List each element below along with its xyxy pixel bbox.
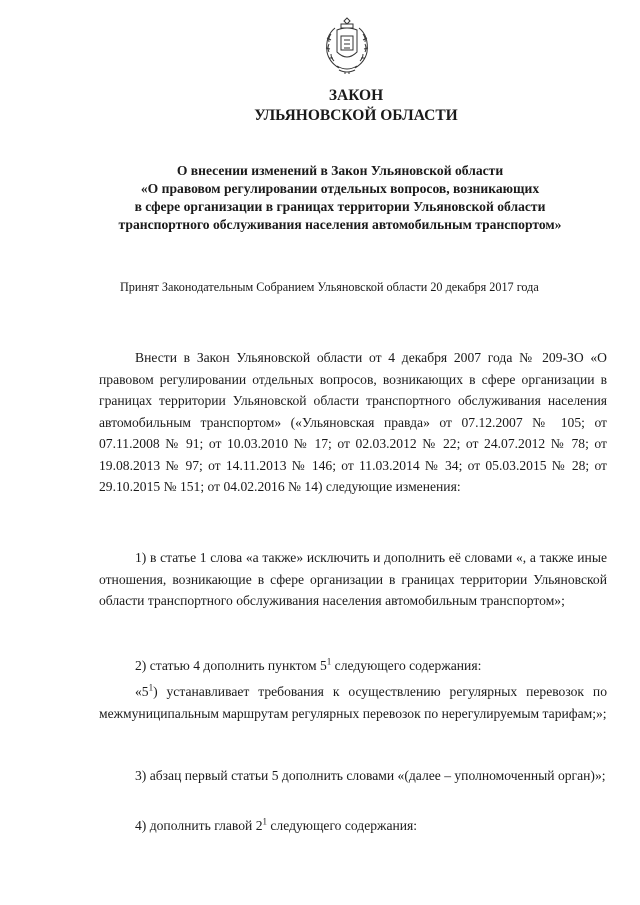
- subject-line-2: «О правовом регулировании отдельных вопросов, возникающих: [140, 181, 540, 196]
- amendment-item-2-quote: [99, 681, 607, 724]
- item-2-quote-superscript: 1: [148, 682, 154, 693]
- coat-of-arms-icon: [319, 14, 375, 76]
- law-region: УЛЬЯНОВСКОЙ ОБЛАСТИ: [254, 107, 458, 124]
- amendment-item-4: [99, 815, 607, 837]
- amendment-item-3: [99, 765, 607, 787]
- law-title: ЗАКОН: [328, 87, 384, 104]
- item-2-superscript: 1: [326, 656, 332, 667]
- item-2-quote-text: ) устанавливает требования к осуществлению регулярных перевозок по межмуниципальным маршрутам регулярных перевозок по нерегулируемым тарифам;»;: [99, 684, 607, 721]
- amendment-item-2: [99, 655, 607, 677]
- item-2-quote-open: «5: [135, 684, 149, 699]
- adoption-note: Принят Законодательным Собранием Ульяновской области 20 декабря 2017 года: [120, 280, 539, 294]
- amendment-item-1: [99, 547, 607, 612]
- coat-of-arms-emblem: [319, 14, 375, 76]
- subject-line-3: в сфере организации в границах территории Ульяновской области: [134, 199, 546, 214]
- item-2-text-end: следующего содержания:: [331, 658, 482, 673]
- subject-line-1: О внесении изменений в Закон Ульяновской области: [176, 163, 504, 178]
- subject-line-4: транспортного обслуживания населения автомобильным транспортом»: [118, 217, 562, 232]
- item-1-text: 1) в статье 1 слова «а также» исключить и дополнить её словами «, а также иные отношения, возникающие в сфере организации в границах территории Ульяновской области транспортного обслуживания населения автомобильным транспортом»;: [99, 550, 607, 608]
- item-4-superscript: 1: [262, 816, 267, 827]
- item-4-text-end: следующего содержания:: [267, 818, 418, 833]
- intro-text: Внести в Закон Ульяновской области от 4 декабря 2007 года № 209-ЗО «О правовом регулировании отдельных вопросов, возникающих в сфере организации в границах территории Ульяновской области транспортного обслуживания населения автомобильным транспортом» («Ульяновская правда» от 07.12.2007 № 105; от 07.11.2008 № 91; от 10.03.2010 № 17; от 02.03.2012 № 22; от 24.07.2012 № 78; от 19.08.2013 № 97; от 14.11.2013 № 146; от 11.03.2014 № 34; от 05.03.2015 № 28; от 29.10.2015 № 151; от 04.02.2016 № 14) следующие изменения:: [99, 350, 607, 494]
- item-3-text: 3) абзац первый статьи 5 дополнить словами «(далее – уполномоченный орган)»;: [135, 768, 606, 783]
- item-4-text: 4) дополнить главой 2: [135, 818, 263, 833]
- intro-paragraph: [99, 347, 607, 498]
- item-2-text: 2) статью 4 дополнить пунктом 5: [135, 658, 327, 673]
